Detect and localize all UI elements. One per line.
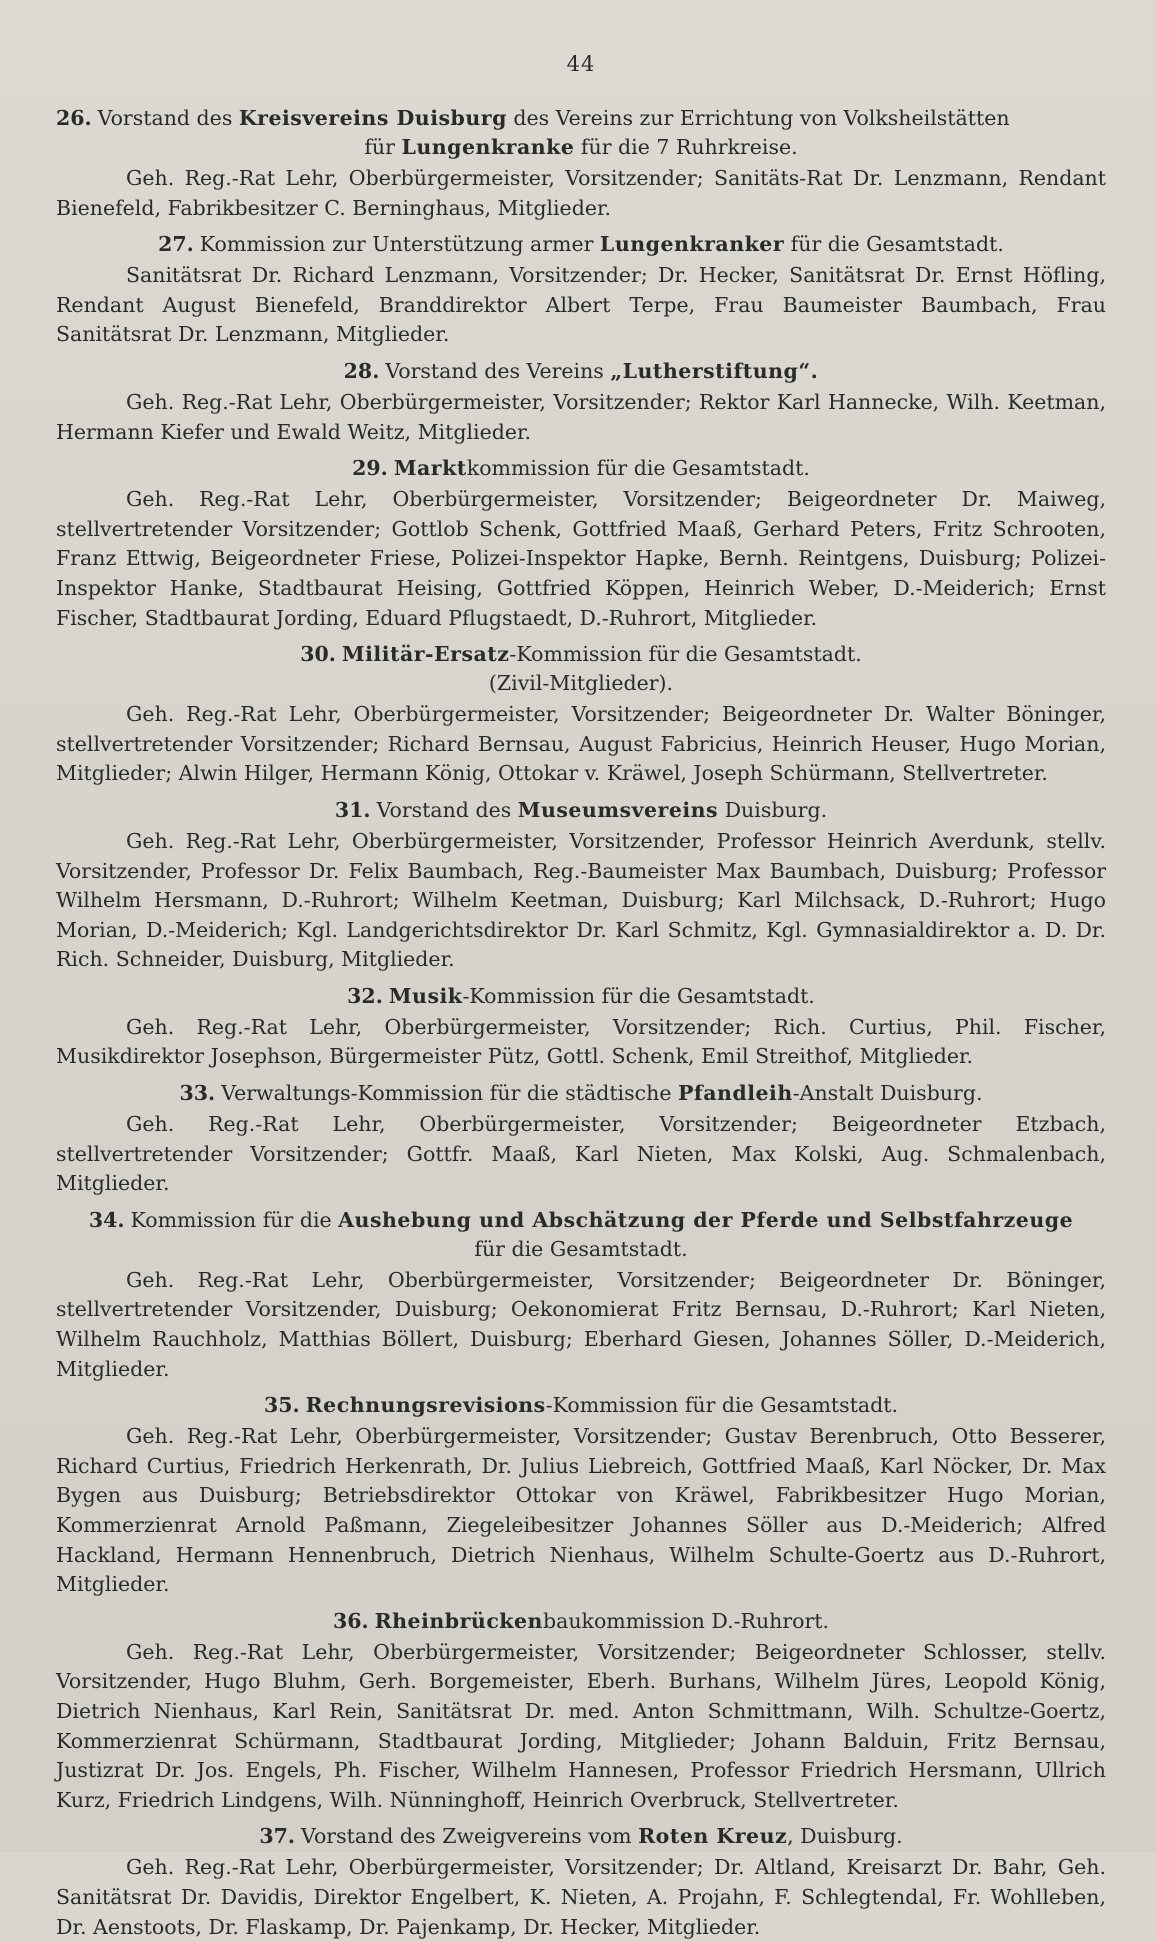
entry-30 [56, 640, 1106, 789]
entry-number: 28. [343, 358, 380, 383]
entry-32 [56, 982, 1106, 1072]
entry-37 [56, 1822, 1106, 1942]
heading-text-end: kommission für die Gesamtstadt. [466, 456, 810, 481]
entry-heading [56, 1822, 1106, 1851]
entry-36 [56, 1607, 1106, 1816]
entry-heading [56, 230, 1106, 259]
entry-33 [56, 1079, 1106, 1199]
entry-body: Geh. Reg.-Rat Lehr, Oberbürgermeister, Vorsitzender; Gustav Berenbruch, Otto Besserer, Richard Curtius, Friedrich Herkenrath, Dr. Julius Liebreich, Gottfried Maaß, Karl Nöcker, Dr. Max Bygen aus Duisburg; Betriebsdirektor Ottokar von Kräwel, Fabrikbesitzer Hugo Morian, Kommerzienrat Arnold Paßmann, Ziegeleibesitzer Johannes Söller aus D.-Meiderich; Alfred Hackland, Hermann Hennenbruch, Dietrich Nienhaus, Wilhelm Schulte-Goertz aus D.-Ruhrort, Mitglieder. [56, 1424, 1106, 1597]
entry-heading [56, 357, 1106, 386]
entry-31 [56, 796, 1106, 975]
heading-emphasis: Militär-Ersatz [341, 642, 510, 667]
entry-body: Geh. Reg.-Rat Lehr, Oberbürgermeister, Vorsitzender; Rektor Karl Hannecke, Wilh. Keetman, Hermann Kiefer und Ewald Weitz, Mitglieder. [56, 389, 1106, 444]
heading-emphasis: Museumsvereins [517, 797, 719, 822]
entry-number: 31. [334, 797, 371, 822]
heading-text-end: -Kommission für die Gesamtstadt. [509, 642, 862, 667]
heading-text: Vorstand des [376, 797, 518, 822]
entry-34 [56, 1206, 1106, 1384]
heading-text: Vorstand des Vereins [385, 358, 611, 383]
entry-body: Geh. Reg.-Rat Lehr, Oberbürgermeister, Vorsitzender; Sanitäts-Rat Dr. Lenzmann, Rendant Bienefeld, Fabrikbesitzer C. Berninghaus, Mitglieder. [56, 166, 1106, 220]
entry-27 [56, 230, 1106, 350]
heading-text-end: des Vereins zur Errichtung von Volksheilstätten [506, 106, 1010, 130]
entry-body: Sanitätsrat Dr. Richard Lenzmann, Vorsitzender; Dr. Hecker, Sanitätsrat Dr. Ernst Höfling, Rendant August Bienefeld, Branddirektor Albert Terpe, Frau Baumeister Baumbach, Frau Sanitätsrat Dr. Lenzmann, Mitglieder. [56, 263, 1106, 347]
heading-emphasis: Musik [388, 983, 463, 1008]
heading-emphasis: Kreisvereins Duisburg [238, 106, 507, 130]
heading-emphasis: Aushebung und Abschätzung der Pferde und Selbstfahrzeuge [338, 1207, 1074, 1232]
subline-text: für die Gesamtstadt. [474, 1236, 688, 1261]
heading-text: Vorstand des [97, 106, 239, 130]
entry-subline [56, 133, 1106, 162]
heading-text-end: baukommission D.-Ruhrort. [542, 1608, 830, 1633]
entry-number: 32. [347, 983, 383, 1008]
entry-heading [56, 454, 1106, 483]
entry-heading [56, 1607, 1106, 1636]
page-number: 44 [566, 52, 596, 76]
heading-text: Kommission für die [130, 1207, 339, 1232]
heading-emphasis: Lungenkranker [599, 232, 785, 257]
heading-text-end: Duisburg. [718, 797, 828, 822]
entry-heading [56, 1206, 1106, 1235]
heading-text-end: -Kommission für die Gesamtstadt. [545, 1393, 899, 1418]
heading-text-end: -Anstalt Duisburg. [792, 1081, 983, 1106]
entry-body: Geh. Reg.-Rat Lehr, Oberbürgermeister, Vorsitzender; Beigeordneter Schlosser, stellv. Vorsitzender, Hugo Bluhm, Gerh. Borgemeister, Eberh. Burhans, Wilhelm Jüres, Leopold König, Dietrich Nienhaus, Karl Rein, Sanitätsrat Dr. med. Anton Schmittmann, Wilh. Schultze-Goertz, Kommerzienrat Schürmann, Stadtbaurat Jording, Mitglieder; Johann Balduin, Fritz Bernsau, Justizrat Dr. Jos. Engels, Ph. Fischer, Wilhelm Hannesen, Professor Friedrich Hersmann, Ullrich Kurz, Friedrich Lindgens, Wilh. Nünninghoff, Heinrich Overbruck, Stellvertreter. [56, 1639, 1106, 1812]
heading-emphasis: „Lutherstiftung“. [610, 358, 819, 383]
subline-text: (Zivil-Mitglieder). [488, 671, 674, 696]
subline-text: für [364, 135, 402, 159]
entry-heading [56, 104, 1106, 133]
heading-text: Verwaltungs-Kommission für die städtische [221, 1081, 678, 1106]
subline-emphasis: Lungenkranke [401, 135, 575, 159]
entry-28 [56, 357, 1106, 447]
entry-heading [56, 640, 1106, 669]
entry-number: 27. [158, 232, 194, 257]
entry-29 [56, 454, 1106, 633]
subline-text-end: für die 7 Ruhrkreise. [574, 135, 798, 159]
entry-body: Geh. Reg.-Rat Lehr, Oberbürgermeister, Vorsitzender; Beigeordneter Dr. Walter Böninger, stellvertretender Vorsitzender; Richard Bernsau, August Fabricius, Heinrich Heuser, Hugo Morian, Mitglieder; Alwin Hilger, Hermann König, Ottokar v. Kräwel, Joseph Schürmann, Stellvertreter. [56, 702, 1106, 786]
heading-text-end: für die Gesamtstadt. [784, 232, 1004, 257]
heading-emphasis: Rechnungsrevisions [305, 1393, 546, 1418]
entry-number: 34. [88, 1207, 125, 1232]
entry-body: Geh. Reg.-Rat Lehr, Oberbürgermeister, Vorsitzender, Professor Heinrich Averdunk, stellv. Vorsitzender, Professor Dr. Felix Baumbach, Reg.-Baumeister Max Baumbach, Duisburg; Professor Wilhelm Hersmann, D.-Ruhrort; Wilhelm Keetman, Duisburg; Karl Milchsack, D.-Ruhrort; Hugo Morian, D.-Meiderich; Kgl. Landgerichtsdirektor Dr. Karl Schmitz, Kgl. Gymnasialdirektor a. D. Dr. Rich. Schneider, Duisburg, Mitglieder. [56, 828, 1106, 972]
entry-number: 36. [332, 1608, 369, 1633]
entry-number: 29. [352, 456, 388, 481]
heading-text-end: , Duisburg. [787, 1824, 903, 1849]
entry-heading [56, 1079, 1106, 1108]
entry-heading [56, 1391, 1106, 1420]
heading-emphasis: Pfandleih [677, 1081, 793, 1106]
entry-subline [56, 1235, 1106, 1264]
entry-body: Geh. Reg.-Rat Lehr, Oberbürgermeister, Vorsitzender; Beigeordneter Dr. Böninger, stellvertretender Vorsitzender, Duisburg; Oekonomierat Fritz Bernsau, D.-Ruhrort; Karl Nieten, Wilhelm Rauchholz, Matthias Böllert, Duisburg; Eberhard Giesen, Johannes Söller, D.-Meiderich, Mitglieder. [56, 1267, 1106, 1381]
entry-heading [56, 982, 1106, 1011]
entry-35 [56, 1391, 1106, 1600]
entry-body: Geh. Reg.-Rat Lehr, Oberbürgermeister, Vorsitzender; Beigeordneter Dr. Maiweg, stellvertretender Vorsitzender; Gottlob Schenk, Gottfried Maaß, Gerhard Peters, Fritz Schrooten, Franz Ettwig, Beigeordneter Friese, Polizei-Inspektor Hapke, Bernh. Reintgens, Duisburg; Polizei-Inspektor Hanke, Stadtbaurat Heising, Gottfried Köppen, Heinrich Weber, D.-Meiderich; Ernst Fischer, Stadtbaurat Jording, Eduard Pflugstaedt, D.-Ruhrort, Mitglieder. [56, 487, 1106, 630]
entry-subline [56, 669, 1106, 698]
heading-text: Vorstand des Zweigvereins vom [301, 1824, 639, 1849]
entry-body: Geh. Reg.-Rat Lehr, Oberbürgermeister, Vorsitzender; Beigeordneter Etzbach, stellvertretender Vorsitzender; Gottfr. Maaß, Karl Nieten, Max Kolski, Aug. Schmalenbach, Mitglieder. [56, 1112, 1106, 1196]
entry-number: 33. [179, 1081, 216, 1106]
entry-number: 26. [56, 106, 92, 130]
heading-emphasis: Markt [393, 456, 467, 481]
entry-number: 35. [263, 1393, 300, 1418]
entry-26 [56, 104, 1106, 223]
entry-number: 30. [300, 642, 336, 667]
heading-emphasis: Roten Kreuz [638, 1824, 788, 1849]
heading-emphasis: Rheinbrücken [374, 1608, 543, 1633]
entry-body: Geh. Reg.-Rat Lehr, Oberbürgermeister, Vorsitzender; Rich. Curtius, Phil. Fischer, Musikdirektor Josephson, Bürgermeister Pütz, Gottl. Schenk, Emil Streithof, Mitglieder. [56, 1014, 1106, 1069]
entry-body: Geh. Reg.-Rat Lehr, Oberbürgermeister, Vorsitzender; Dr. Altland, Kreisarzt Dr. Bahr, Geh. Sanitätsrat Dr. Davidis, Direktor Engelbert, K. Nieten, A. Projahn, F. Schlegtendal, Fr. Wohlleben, Dr. Aenstoots, Dr. Flaskamp, Dr. Pajenkamp, Dr. Hecker, Mitglieder. [56, 1855, 1106, 1939]
heading-text-end: -Kommission für die Gesamtstadt. [462, 983, 815, 1008]
heading-text: Kommission zur Unterstützung armer [199, 232, 600, 257]
entry-number: 37. [259, 1824, 296, 1849]
entry-heading [56, 796, 1106, 825]
